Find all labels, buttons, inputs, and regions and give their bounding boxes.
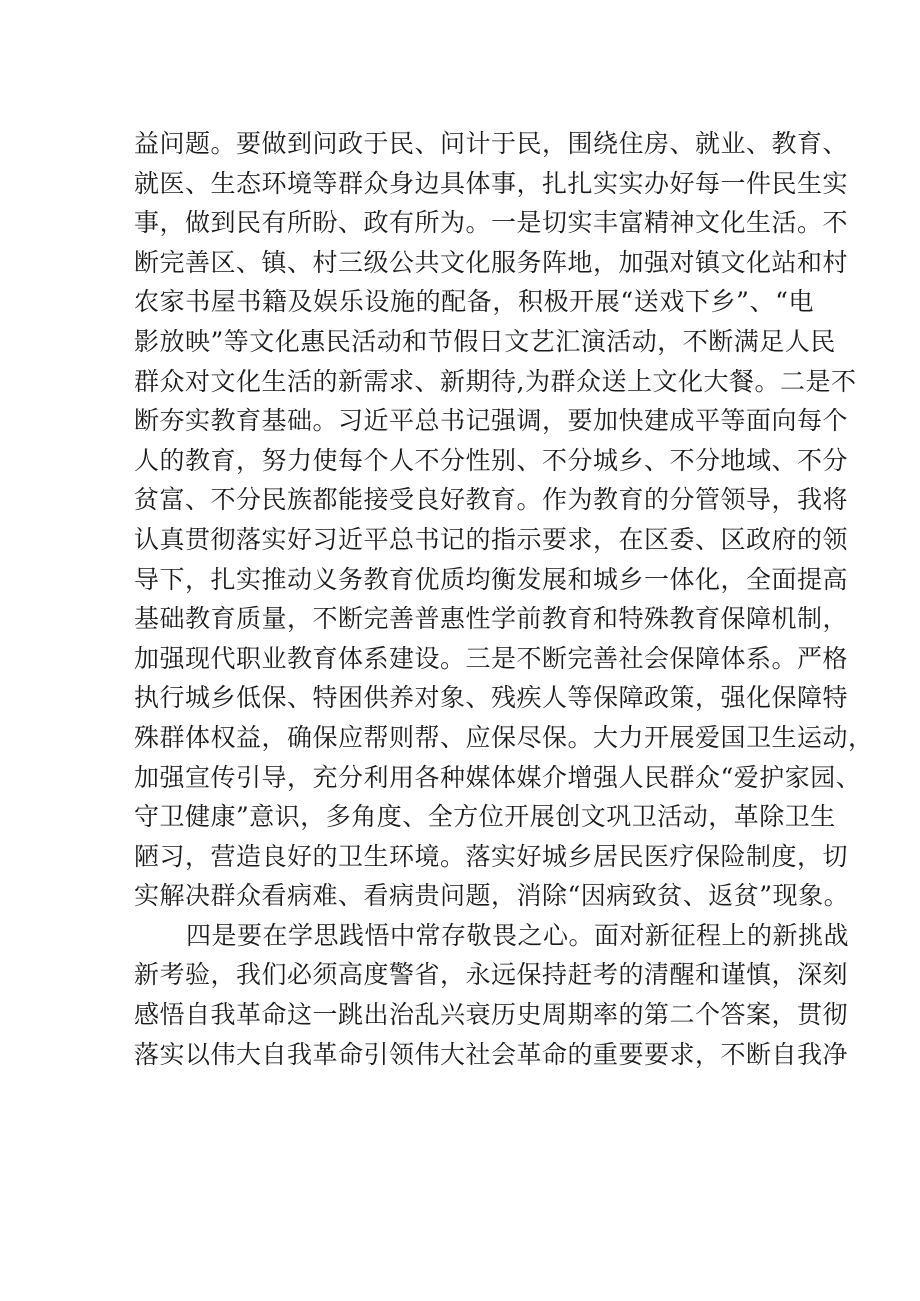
text-line: 益问题。要做到问政于民、问计于民，围绕住房、就业、教育、 xyxy=(134,129,849,158)
text-line: 基础教育质量，不断完善普惠性学前教育和特殊教育保障机制， xyxy=(134,604,849,634)
text-line: 陋习，营造良好的卫生环境。落实好城乡居民医疗保险制度，切 xyxy=(134,841,849,871)
text-line: 人的教育，努力使每个人不分性别、不分城乡、不分地域、不分 xyxy=(134,445,849,475)
text-line: 导下，扎实推动义务教育优质均衡发展和城乡一体化，全面提高 xyxy=(134,564,849,594)
text-line: 断完善区、镇、村三级公共文化服务阵地，加强对镇文化站和村 xyxy=(134,247,849,277)
paragraph-1 xyxy=(134,124,874,916)
text-line: 新考验，我们必须高度警省，永远保持赶考的清醒和谨慎，深刻 xyxy=(134,960,849,990)
text-line: 加强宣传引导，充分利用各种媒体媒介增强人民群众“爱护家园、 xyxy=(134,762,862,792)
paragraph-2 xyxy=(134,916,850,1074)
text-line: 守卫健康”意识，多角度、全方位开展创文巩卫活动，革除卫生 xyxy=(134,802,836,832)
text-line: 贫富、不分民族都能接受良好教育。作为教育的分管领导，我将 xyxy=(134,485,849,515)
text-line: 事，做到民有所盼、政有所为。一是切实丰富精神文化生活。不 xyxy=(134,208,849,238)
text-line: 加强现代职业教育体系建设。三是不断完善社会保障体系。严格 xyxy=(134,643,849,673)
text-line: 实解决群众看病难、看病贵问题，消除“因病致贫、返贫”现象。 xyxy=(134,881,850,911)
text-line: 断夯实教育基础。习近平总书记强调，要加快建成平等面向每个 xyxy=(134,406,849,436)
text-line: 殊群体权益，确保应帮则帮、应保尽保。大力开展爱国卫生运动， xyxy=(134,722,874,752)
text-line: 落实以伟大自我革命引领伟大社会革命的重要要求，不断自我净 xyxy=(134,1039,849,1069)
text-line: 影放映”等文化惠民活动和节假日文艺汇演活动，不断满足人民 xyxy=(134,326,836,356)
text-line: 四是要在学思践悟中常存敬畏之心。面对新征程上的新挑战 xyxy=(186,920,850,950)
text-line: 感悟自我革命这一跳出治乱兴衰历史周期率的第二个答案，贯彻 xyxy=(134,1000,849,1030)
text-line: 群众对文化生活的新需求、新期待,为群众送上文化大餐。二是不 xyxy=(134,366,857,396)
text-line: 执行城乡低保、特困供养对象、残疾人等保障政策，强化保障特 xyxy=(134,683,849,713)
text-line: 就医、生态环境等群众身边具体事，扎扎实实办好每一件民生实 xyxy=(134,168,849,198)
body-text xyxy=(134,124,874,1074)
text-line: 农家书屋书籍及娱乐设施的配备，积极开展“送戏下乡”、“电 xyxy=(134,287,814,317)
text-line: 认真贯彻落实好习近平总书记的指示要求，在区委、区政府的领 xyxy=(134,524,849,554)
